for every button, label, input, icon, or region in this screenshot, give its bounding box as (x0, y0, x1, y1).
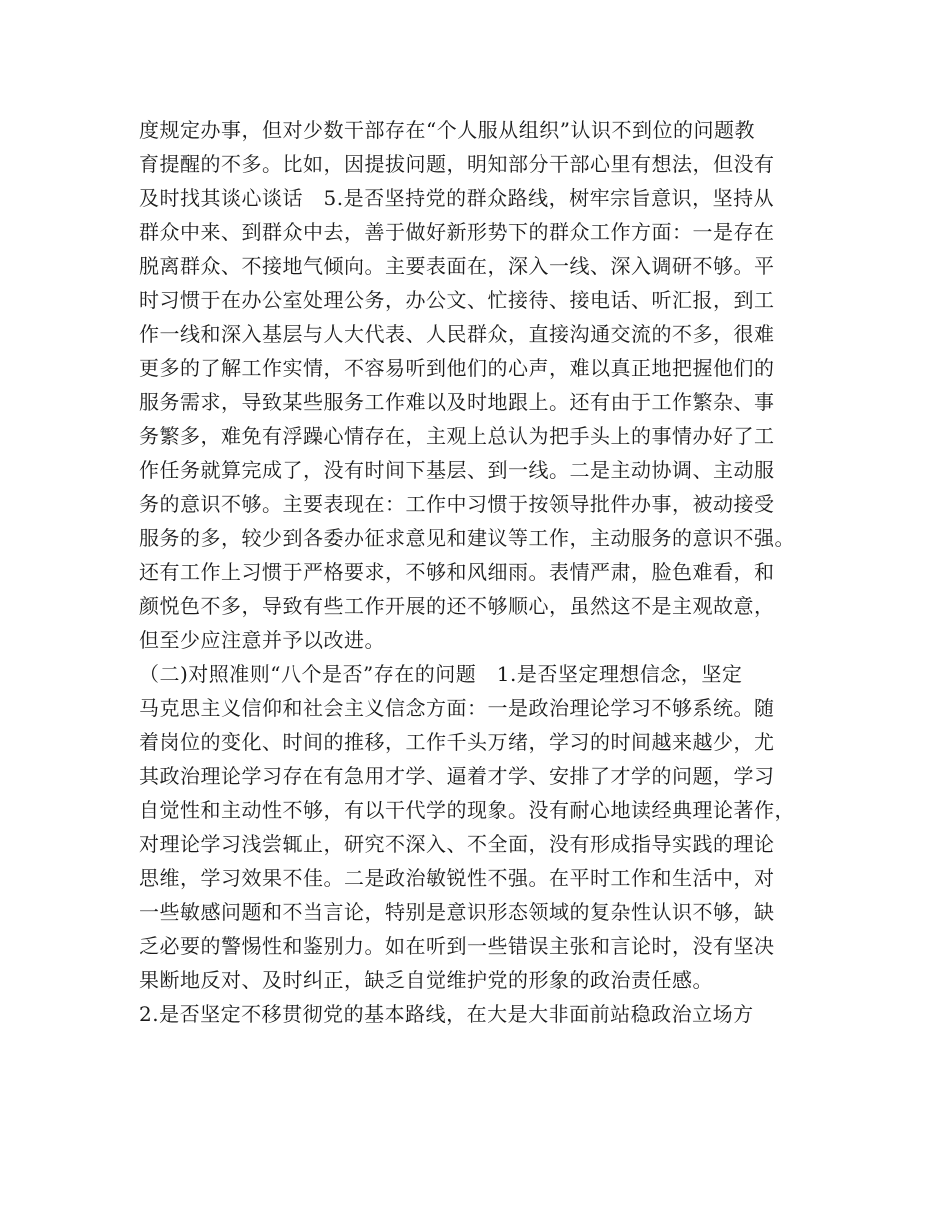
text-line: 着岗位的变化、时间的推移，工作千头万绪，学习的时间越来越少，尤 (139, 730, 775, 754)
text-line: 务的意识不够。主要表现在：工作中习惯于按领导批件办事，被动接受 (139, 492, 775, 516)
text-line: 度规定办事，但对少数干部存在“个人服从组织”认识不到位的问题教 (139, 118, 755, 142)
text-line: 更多的了解工作实情，不容易听到他们的心声，难以真正地把握他们的 (139, 356, 775, 380)
text-line: 但至少应注意并予以改进。 (139, 628, 385, 652)
text-line: 及时找其谈心谈话 5.是否坚持党的群众路线，树牢宗旨意识，坚持从 (139, 186, 775, 210)
text-line: 作一线和深入基层与人大代表、人民群众，直接沟通交流的不多，很难 (139, 322, 775, 346)
text-line: 果断地反对、及时纠正，缺乏自觉维护党的形象的政治责任感。 (139, 968, 713, 992)
text-line: 乏必要的警惕性和鉴别力。如在听到一些错误主张和言论时，没有坚决 (139, 934, 775, 958)
text-line: 自觉性和主动性不够，有以干代学的现象。没有耐心地读经典理论著作， (139, 798, 795, 822)
text-line: 一些敏感问题和不当言论，特别是意识形态领域的复杂性认识不够，缺 (139, 900, 775, 924)
text-line: 还有工作上习惯于严格要求，不够和风细雨。表情严肃，脸色难看，和 (139, 560, 775, 584)
text-line: 思维，学习效果不佳。二是政治敏锐性不强。在平时工作和生活中，对 (139, 866, 775, 890)
text-line: 时习惯于在办公室处理公务，办公文、忙接待、接电话、听汇报，到工 (139, 288, 775, 312)
text-line: 群众中来、到群众中去，善于做好新形势下的群众工作方面：一是存在 (139, 220, 775, 244)
text-line: 马克思主义信仰和社会主义信念方面：一是政治理论学习不够系统。随 (139, 696, 775, 720)
text-line: 其政治理论学习存在有急用才学、逼着才学、安排了才学的问题，学习 (139, 764, 775, 788)
text-line: 2.是否坚定不移贯彻党的基本路线，在大是大非面前站稳政治立场方 (139, 1002, 754, 1026)
text-line: 对理论学习浅尝辄止，研究不深入、不全面，没有形成指导实践的理论 (139, 832, 775, 856)
section-heading-line: （二)对照准则“八个是否”存在的问题 1.是否坚定理想信念，坚定 (139, 662, 743, 686)
text-line: 服务需求，导致某些服务工作难以及时地跟上。还有由于工作繁杂、事 (139, 390, 775, 414)
text-line: 作任务就算完成了，没有时间下基层、到一线。二是主动协调、主动服 (139, 458, 775, 482)
text-line: 育提醒的不多。比如，因提拔问题，明知部分干部心里有想法，但没有 (139, 152, 775, 176)
text-line: 服务的多，较少到各委办征求意见和建议等工作，主动服务的意识不强。 (139, 526, 795, 550)
text-line: 务繁多，难免有浮躁心情存在，主观上总认为把手头上的事情办好了工 (139, 424, 775, 448)
text-line: 颜悦色不多，导致有些工作开展的还不够顺心，虽然这不是主观故意， (139, 594, 775, 618)
text-line: 脱离群众、不接地气倾向。主要表面在，深入一线、深入调研不够。平 (139, 254, 775, 278)
